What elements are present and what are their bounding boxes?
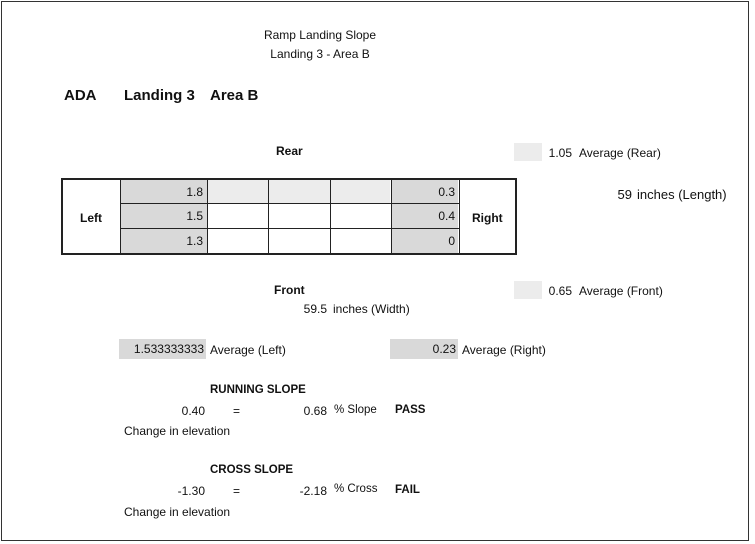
front-average-label: Average (Front) [579,284,663,298]
grid-cell: 1.8 [186,185,203,199]
grid-line [459,178,460,255]
left-average-label: Average (Left) [210,343,286,357]
cross-slope-heading: CROSS SLOPE [210,464,294,476]
grid-line [120,228,460,229]
running-slope-heading: RUNNING SLOPE [210,384,306,396]
grid-line [268,178,269,255]
running-slope-note: Change in elevation [124,424,231,438]
page-frame [1,1,749,541]
cross-slope-equals: = [233,484,241,498]
area-label: Area B [210,87,259,104]
rear-label: Rear [276,144,303,158]
cross-slope-unit: % Cross [334,483,378,495]
right-average-value: 0.23 [390,339,458,359]
left-average-value: 1.533333333 [119,339,206,359]
front-label: Front [274,283,305,297]
top-row-ghost [208,180,390,203]
cross-slope-percent: -2.18 [299,484,327,498]
grid-line [330,178,331,255]
running-slope-equals: = [233,404,241,418]
rear-average-value: 1.05 [548,146,572,160]
length-label: inches (Length) [637,187,727,202]
grid-cell: 1.3 [186,234,203,248]
grid-cell: 1.5 [186,209,203,223]
length-value: 59 [617,187,632,202]
running-slope-change: 0.40 [181,404,205,418]
cross-slope-note: Change in elevation [124,505,231,519]
page-title: Ramp Landing Slope [263,28,377,42]
ada-label: ADA [64,87,97,104]
running-slope-unit: % Slope [334,404,377,416]
rear-average-label: Average (Rear) [579,146,661,160]
page-subtitle: Landing 3 - Area B [270,47,370,61]
cross-slope-change: -1.30 [177,484,205,498]
grid-cell: 0.3 [438,185,455,199]
cross-slope-result: FAIL [395,484,420,496]
right-label: Right [472,211,503,225]
running-slope-percent: 0.68 [303,404,327,418]
grid-cell: 0 [448,234,455,248]
grid-line [207,178,208,255]
grid-cell: 0.4 [438,209,455,223]
width-value: 59.5 [303,302,327,316]
right-average-label: Average (Right) [462,343,546,357]
running-slope-result: PASS [395,404,426,416]
left-label: Left [80,211,102,225]
width-label: inches (Width) [333,302,410,316]
front-average-value: 0.65 [548,284,572,298]
landing-label: Landing 3 [124,87,195,104]
